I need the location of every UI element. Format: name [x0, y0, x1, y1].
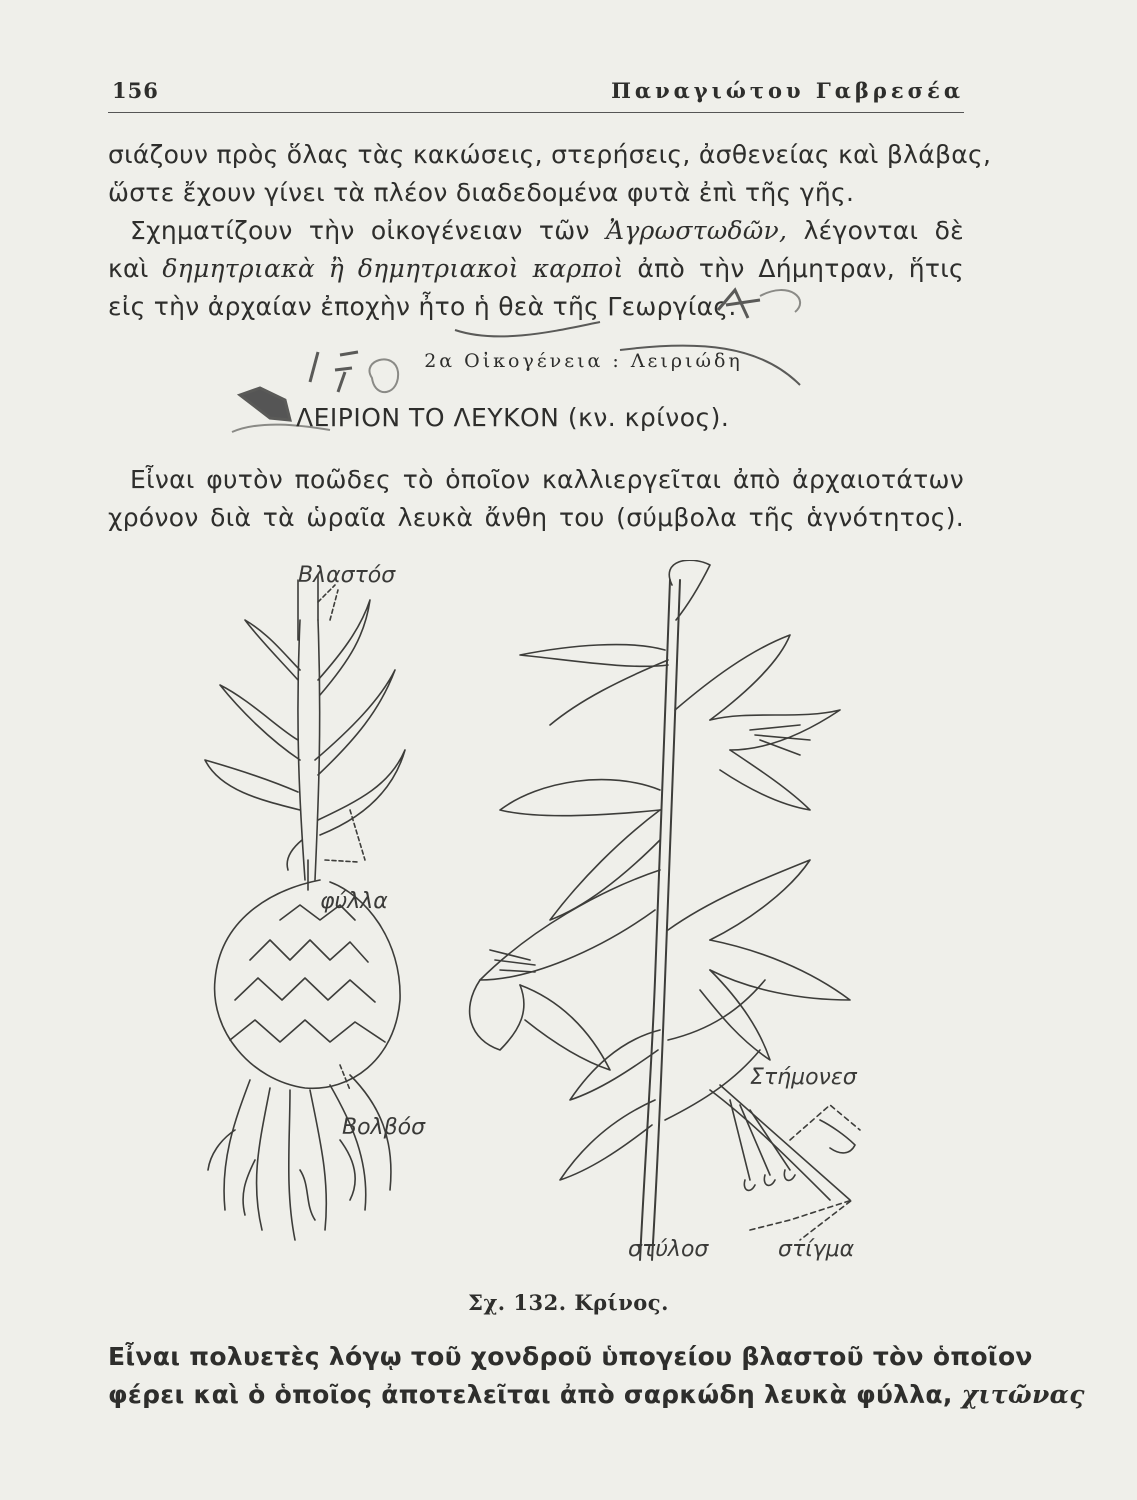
tunics-term-italic: χιτῶνας: [961, 1380, 1085, 1409]
cereal-term-italic: δημητριακὰ ἢ δημητριακοὶ καρποὶ: [162, 254, 624, 283]
text-fragment: ἀπὸ τὴν Δήμητραν, ἥτις: [637, 254, 965, 283]
label-style: στύλοσ: [628, 1237, 709, 1262]
page-number: 156: [112, 78, 159, 103]
text-line: χρόνον διὰ τὰ ὡραῖα λευκὰ ἄνθη του (σύμβολα τῆς ἁγνότητος).: [108, 503, 964, 532]
text-line: εἰς τὴν ἀρχαίαν ἐποχὴν ἦτο ἡ θεὰ τῆς Γεωργίας.: [108, 292, 737, 321]
family-heading: 2α Οἰκογένεια : Λειριώδη: [424, 350, 743, 372]
text-fragment: λέγονται δὲ: [803, 216, 964, 245]
running-head: Παναγιώτου Γαβρεσέα: [611, 78, 964, 103]
label-leaves: φύλλα: [320, 889, 388, 914]
label-stamens: Στήμονεσ: [750, 1065, 857, 1090]
text-line: Εἶναι πολυετὲς λόγῳ τοῦ χονδροῦ ὑπογείου βλαστοῦ τὸν ὁποῖον: [108, 1342, 1033, 1371]
paragraph-lily-perennial: [108, 1338, 1085, 1414]
flowering-stem-drawing: [470, 560, 860, 1260]
text-line: [108, 1376, 1085, 1414]
text-line: σιάζουν πρὸς ὅλας τὰς κακώσεις, στερήσεις, ἀσθενείας καὶ βλάβας,: [108, 140, 992, 169]
family-name-italic: Ἀγρωστωδῶν,: [606, 216, 788, 245]
text-line: ὥστε ἔχουν γίνει τὰ πλέον διαδεδομένα φυτὰ ἐπὶ τῆς γῆς.: [108, 178, 855, 207]
paragraph-lily-intro: [108, 461, 964, 537]
text-fragment: φέρει καὶ ὁ ὁποῖος ἀποτελεῖται ἀπὸ σαρκώδη λευκὰ φύλλα,: [108, 1380, 953, 1409]
label-stem: Βλαστόσ: [298, 563, 396, 588]
figure-caption: Σχ. 132. Κρίνος.: [468, 1290, 669, 1315]
text-fragment: καὶ: [108, 254, 149, 283]
lily-illustration: [190, 560, 910, 1280]
handwritten-annotations: [0, 0, 1137, 460]
label-bulb: Βολβόσ: [342, 1115, 426, 1140]
text-line: Εἶναι φυτὸν ποῶδες τὸ ὁποῖον καλλιεργεῖται ἀπὸ ἀρχαιοτάτων: [130, 465, 964, 494]
text-fragment: Σχηματίζουν τὴν οἰκογένειαν τῶν: [130, 216, 590, 245]
species-heading: ΛΕΙΡΙΟΝ ΤΟ ΛΕΥΚΟΝ (κν. κρίνος).: [296, 403, 730, 432]
label-stigma: στίγμα: [778, 1237, 855, 1262]
